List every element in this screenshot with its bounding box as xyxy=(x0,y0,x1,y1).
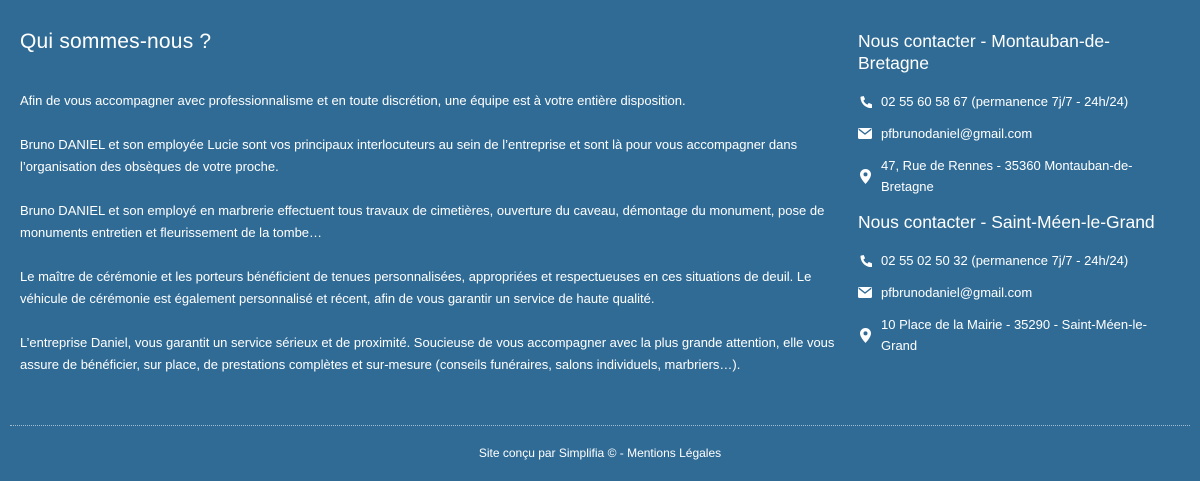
contact-address xyxy=(858,155,1178,197)
address-text: 10 Place de la Mairie - 35290 - Saint-Méen-le-Grand xyxy=(881,317,1147,353)
contact-address xyxy=(858,314,1178,356)
contact-section xyxy=(858,30,1178,367)
about-title: Qui sommes-nous ? xyxy=(20,30,212,53)
about-paragraph: Bruno DANIEL et son employée Lucie sont vos principaux interlocuteurs au sein de l’entreprise et sont là pour vous accompagner dans l’organisation des obsèques de votre proche. xyxy=(20,137,798,174)
envelope-icon xyxy=(858,286,872,300)
contact-block-montauban xyxy=(858,30,1178,197)
contact-email[interactable] xyxy=(858,282,1178,303)
envelope-icon xyxy=(858,127,872,141)
dotted-divider xyxy=(10,425,1190,426)
contact-block-saint-meen xyxy=(858,211,1178,356)
map-marker-icon xyxy=(858,327,872,343)
contact-title: Nous contacter - Saint-Méen-le-Grand xyxy=(858,212,1155,232)
phone-icon xyxy=(858,95,872,109)
address-text: 47, Rue de Rennes - 35360 Montauban-de-Bretagne xyxy=(881,158,1133,194)
contact-phone[interactable] xyxy=(858,91,1178,112)
phone-number: 02 55 02 50 32 (permanence 7j/7 - 24h/24) xyxy=(881,253,1129,268)
about-paragraph: L’entreprise Daniel, vous garantit un service sérieux et de proximité. Soucieuse de vous accompagner avec la plus grande attention, elle vous assure de bénéficier, sur place, de prestations complètes et sur-mesure (conseils funéraires, salons individuels, marbriers…). xyxy=(20,335,835,372)
about-paragraph: Afin de vous accompagner avec professionnalisme et en toute discrétion, une équipe est à votre entière disposition. xyxy=(20,93,686,108)
contact-email[interactable] xyxy=(858,123,1178,144)
contact-title: Nous contacter - Montauban-de-Bretagne xyxy=(858,31,1110,73)
map-marker-icon xyxy=(858,168,872,184)
phone-number: 02 55 60 58 67 (permanence 7j/7 - 24h/24) xyxy=(881,94,1129,109)
footer-credits[interactable]: Site conçu par Simplifia © - Mentions Légales xyxy=(478,446,722,460)
about-paragraph: Le maître de cérémonie et les porteurs bénéficient de tenues personnalisées, appropriées et respectueuses en ces situations de deuil. Le véhicule de cérémonie est également personnalisé et récent, afin de vous garantir un service de haute qualité. xyxy=(20,269,812,306)
email-address: pfbrunodaniel@gmail.com xyxy=(881,285,1033,300)
contact-phone[interactable] xyxy=(858,250,1178,271)
email-address: pfbrunodaniel@gmail.com xyxy=(881,126,1033,141)
about-paragraph: Bruno DANIEL et son employé en marbrerie effectuent tous travaux de cimetières, ouverture du caveau, démontage du monument, pose de monuments entretien et fleurissement de la tombe… xyxy=(20,203,825,240)
phone-icon xyxy=(858,254,872,268)
about-section xyxy=(20,30,835,398)
